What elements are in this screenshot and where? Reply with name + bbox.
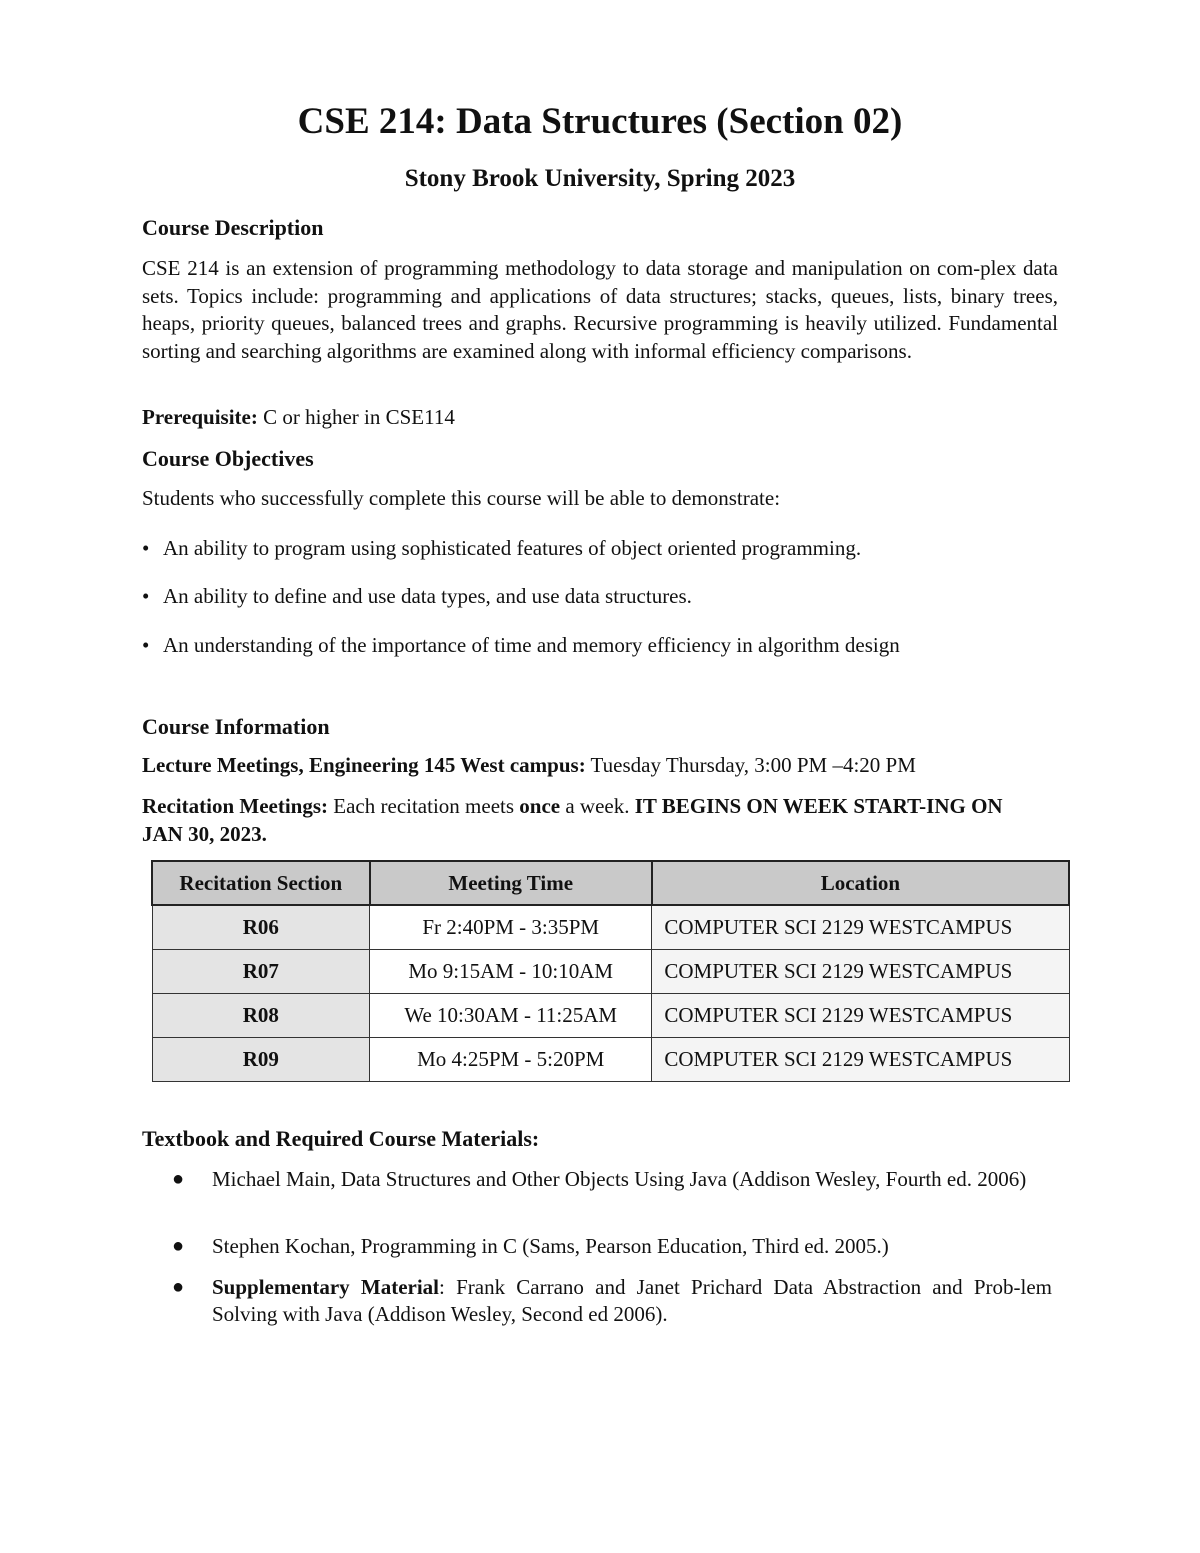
bullet-icon: •: [142, 584, 150, 608]
section-cell: R09: [152, 1038, 370, 1082]
time-cell: We 10:30AM - 11:25AM: [370, 994, 652, 1038]
course-information-heading: Course Information: [142, 714, 330, 739]
textbook-heading: Textbook and Required Course Materials:: [142, 1126, 540, 1151]
objectives-intro: Students who successfully complete this course will be able to demonstrate:: [142, 486, 781, 510]
section-cell: R06: [152, 905, 370, 950]
column-header-section: Recitation Section: [152, 861, 370, 905]
time-cell: Mo 4:25PM - 5:20PM: [370, 1038, 652, 1082]
bullet-icon: ●: [172, 1235, 185, 1257]
prerequisite-line: [142, 404, 1058, 432]
recitation-meetings-line: [142, 793, 1042, 848]
supplementary-body: : Frank Carrano and Janet Prichard Data Abstraction and Prob-lem Solving with Java (Addison Wesley, Second ed 2006).: [212, 1275, 1052, 1326]
time-cell: Mo 9:15AM - 10:10AM: [370, 950, 652, 994]
bullet-icon: •: [142, 536, 150, 560]
supplementary-text: [212, 1274, 1052, 1328]
recitation-text-1: Each recitation meets: [328, 794, 520, 818]
course-description-text: CSE 214 is an extension of programming methodology to data storage and manipulation on com-plex data sets. Topics include: programming and applications of data structures; stacks, queues, lists, binary trees, heaps, priority queues, balanced trees and graphs. Recursive programming is heavily utilized. Fundamental sorting and searching algorithms are examined along with informal efficiency comparisons.: [142, 256, 1058, 363]
prerequisite-label: Prerequisite:: [142, 405, 258, 429]
bullet-icon: ●: [172, 1276, 185, 1298]
course-objectives-heading: Course Objectives: [142, 446, 314, 471]
location-cell: COMPUTER SCI 2129 WESTCAMPUS: [652, 1038, 1069, 1082]
prerequisite-value: C or higher in CSE114: [257, 405, 455, 429]
recitation-label: Recitation Meetings:: [142, 794, 329, 818]
section-cell: R08: [152, 994, 370, 1038]
lecture-meetings-line: [142, 752, 1058, 780]
table-header-row: [152, 861, 1069, 905]
section-cell: R07: [152, 950, 370, 994]
textbook-item: [172, 1166, 1052, 1193]
textbook-text: Michael Main, Data Structures and Other Objects Using Java (Addison Wesley, Fourth ed. 2006): [212, 1167, 1027, 1191]
location-cell: COMPUTER SCI 2129 WESTCAMPUS: [652, 994, 1069, 1038]
bullet-icon: •: [142, 633, 150, 657]
supplementary-label: Supplementary Material: [212, 1275, 440, 1299]
objective-text: An ability to define and use data types, and use data structures.: [163, 584, 692, 608]
table-row: [152, 950, 1069, 994]
location-cell: COMPUTER SCI 2129 WESTCAMPUS: [652, 950, 1069, 994]
textbook-item: [172, 1233, 1052, 1260]
table-row: [152, 1038, 1069, 1082]
recitation-table: [151, 860, 1070, 1082]
textbook-text: Stephen Kochan, Programming in C (Sams, Pearson Education, Third ed. 2005.): [212, 1234, 889, 1258]
column-header-time: Meeting Time: [370, 861, 652, 905]
course-description-heading: Course Description: [142, 215, 324, 240]
recitation-once: once: [519, 794, 561, 818]
recitation-text-2: a week.: [560, 794, 635, 818]
recitation-emphasis: IT BEGINS ON WEEK START-ING ON JAN 30, 2023.: [142, 794, 1003, 846]
column-header-location: Location: [652, 861, 1069, 905]
lecture-label: Lecture Meetings, Engineering 145 West campus:: [142, 753, 586, 777]
table-row: [152, 994, 1069, 1038]
page-title: CSE 214: Data Structures (Section 02): [297, 101, 903, 142]
page-subtitle: Stony Brook University, Spring 2023: [404, 165, 796, 192]
bullet-icon: ●: [172, 1168, 185, 1190]
table-row: [152, 905, 1069, 950]
textbook-item-supplementary: [172, 1274, 1052, 1328]
objective-text: An ability to program using sophisticated features of object oriented programming.: [163, 536, 862, 560]
lecture-value: Tuesday Thursday, 3:00 PM –4:20 PM: [585, 753, 916, 777]
location-cell: COMPUTER SCI 2129 WESTCAMPUS: [652, 905, 1069, 950]
time-cell: Fr 2:40PM - 3:35PM: [370, 905, 652, 950]
objective-text: An understanding of the importance of time and memory efficiency in algorithm design: [163, 633, 900, 657]
